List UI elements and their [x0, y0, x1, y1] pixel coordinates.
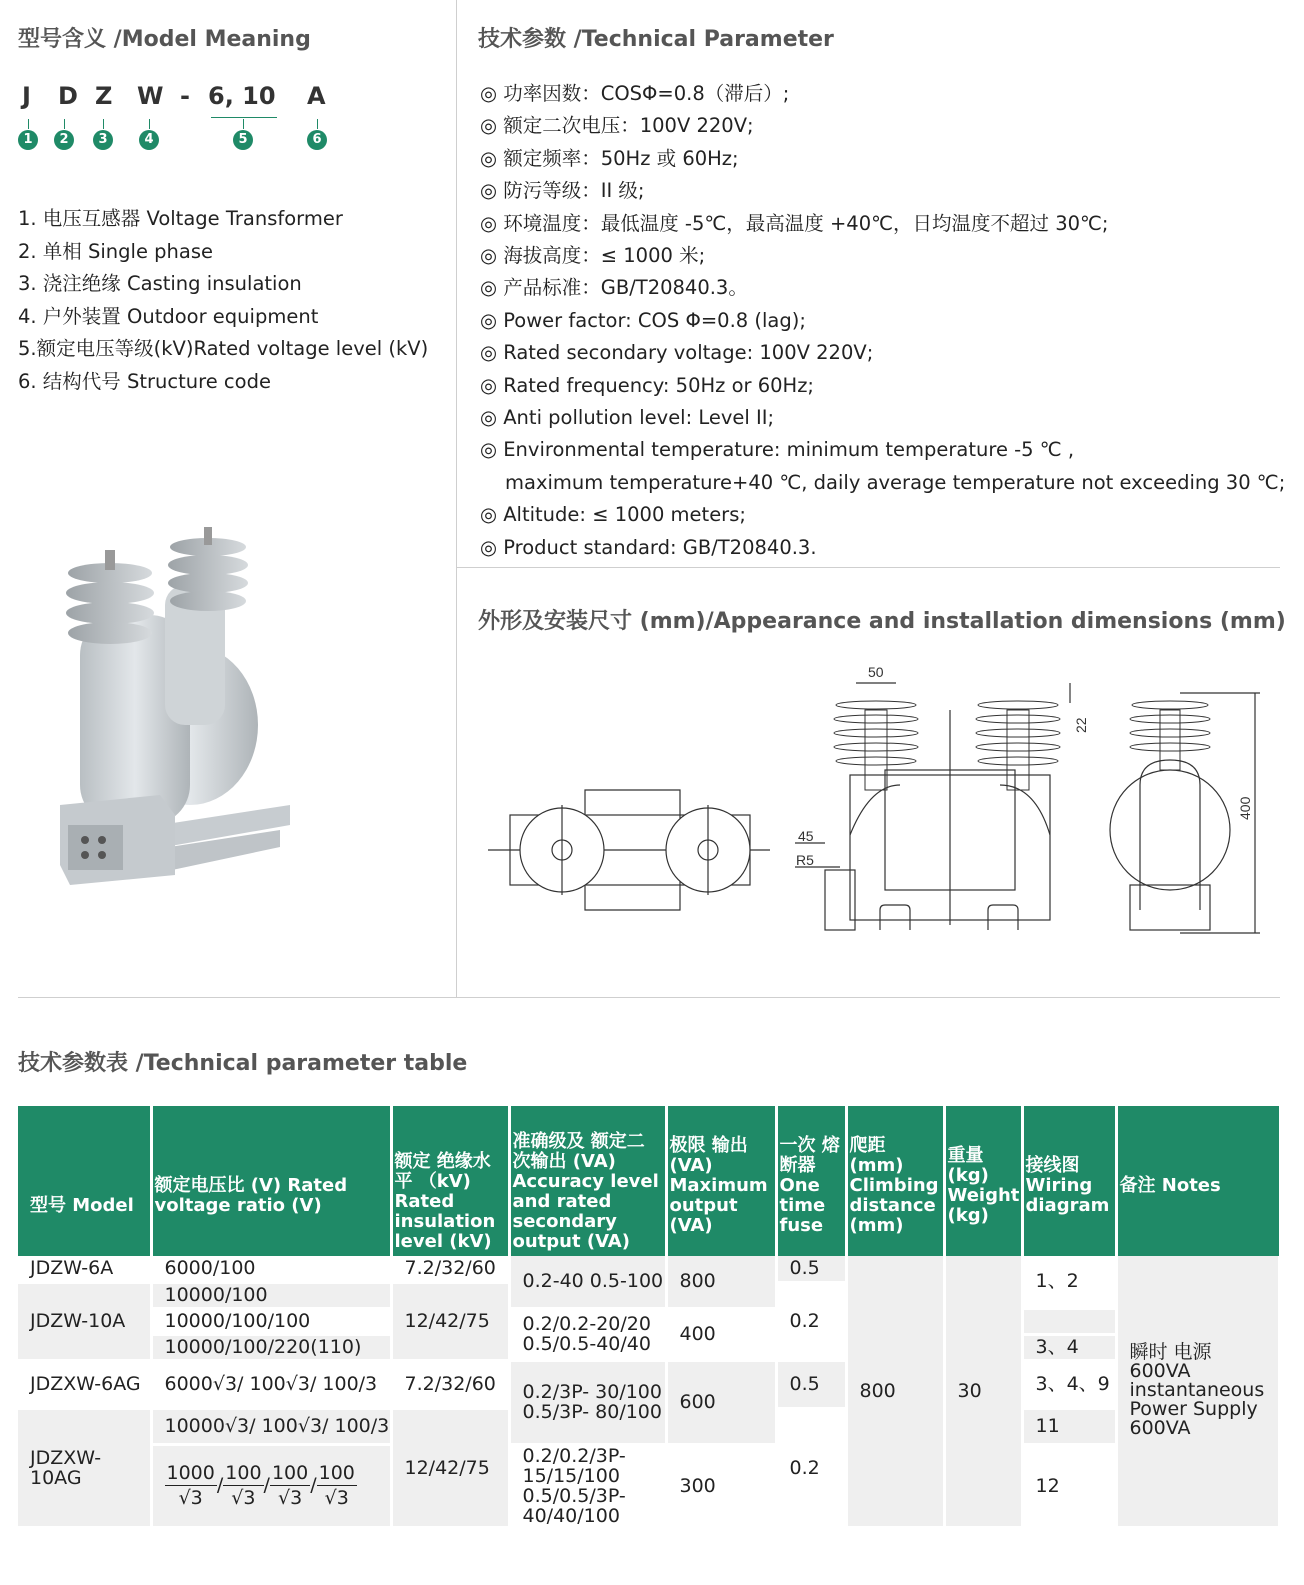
- header-wiring: 接线图 Wiring diagram: [1022, 1106, 1116, 1256]
- cell-ratio: 10000/100/100: [151, 1308, 391, 1334]
- cell-max-output: 600: [666, 1360, 776, 1444]
- cell-weight: 30: [944, 1256, 1022, 1527]
- code-part: A: [307, 82, 326, 110]
- cell-fuse: 0.5: [776, 1360, 846, 1408]
- list-item: 3. 浇注绝缘 Casting insulation: [18, 272, 302, 295]
- cell-model: JDZXW-6AG: [18, 1360, 151, 1408]
- cell-max-output: 400: [666, 1308, 776, 1360]
- list-item: ◎ 额定二次电压：100V 220V;: [480, 110, 1285, 142]
- list-item: 4. 户外装置 Outdoor equipment: [18, 304, 319, 328]
- list-item: ◎ Product standard: GB/T20840.3.: [480, 532, 1285, 564]
- list-item: ◎ 海拔高度：≤ 1000 米;: [480, 240, 1285, 272]
- technical-parameter-list: [480, 78, 1285, 564]
- cell-ratio-fraction: $\frac{1000}{√3}$ / $\frac{100}{√3}$ / $\frac{100}{√3}$ / $\frac{100}{√3}$: [151, 1444, 391, 1527]
- number-badge: 4: [139, 130, 159, 150]
- header-weight: 重量 (kg) Weight (kg): [944, 1106, 1022, 1256]
- list-item: ◎ 产品标准：GB/T20840.3。: [480, 272, 1285, 304]
- dim-50: 50: [868, 664, 884, 680]
- header-climbing: 爬距 (mm) Climbing distance (mm): [846, 1106, 944, 1256]
- cell-ratio: 6000/100: [151, 1256, 391, 1282]
- table-row: [18, 1308, 1279, 1334]
- list-item: 2. 单相 Single phase: [18, 239, 213, 263]
- fraction: $\frac{1000}{√3}$: [166, 1462, 215, 1509]
- header-notes: 备注 Notes: [1116, 1106, 1279, 1256]
- cell-insulation: 12/42/75: [391, 1282, 509, 1360]
- technical-parameter-heading: 技术参数 /Technical Parameter: [478, 27, 834, 52]
- dimension-drawing: [480, 655, 1280, 955]
- table-heading: 技术参数表 /Technical parameter table: [18, 1051, 468, 1076]
- list-item: ◎ Anti pollution level: Level II;: [480, 402, 1285, 434]
- header-model: 型号 Model: [18, 1106, 151, 1256]
- header-max-output: 极限 输出 (VA) Maximum output (VA): [666, 1106, 776, 1256]
- cell-insulation: 7.2/32/60: [391, 1256, 509, 1282]
- cell-fuse: 0.2: [776, 1408, 846, 1527]
- list-item: ◎ Altitude: ≤ 1000 meters;: [480, 499, 1285, 531]
- cell-wiring: 1、2: [1022, 1256, 1116, 1308]
- code-part: J: [22, 82, 31, 110]
- cell-fuse: 0.5: [776, 1256, 846, 1282]
- header-accuracy: 准确级及 额定二次输出 (VA) Accuracy level and rated secondary output (VA): [509, 1106, 666, 1256]
- cell-accuracy: 0.2/0.2-20/20 0.5/0.5-40/40: [509, 1308, 666, 1360]
- code-part: Z: [95, 82, 113, 110]
- list-item: ◎ 额定频率：50Hz 或 60Hz;: [480, 143, 1285, 175]
- cell-model: JDZW-6A: [18, 1256, 151, 1282]
- cell-insulation: 7.2/32/60: [391, 1360, 509, 1408]
- cell-accuracy: 0.2/3P- 30/100 0.5/3P- 80/100: [509, 1360, 666, 1444]
- cell-wiring: 3、4、9: [1022, 1360, 1116, 1408]
- list-item: 5.额定电压等级(kV)Rated voltage level (kV): [18, 337, 429, 360]
- number-badge: 1: [18, 130, 38, 150]
- cell-wiring: 12: [1022, 1444, 1116, 1527]
- cell-ratio: 10000/100/220(110): [151, 1334, 391, 1360]
- number-badge: 2: [54, 130, 74, 150]
- code-part: D: [58, 82, 78, 110]
- code-part: 6, 10: [208, 82, 276, 110]
- fraction: $\frac{100}{√3}$: [271, 1462, 309, 1509]
- header-ratio: 额定电压比 (V) Rated voltage ratio (V): [151, 1106, 391, 1256]
- cell-accuracy: 0.2/0.2/3P- 15/15/100 0.5/0.5/3P- 40/40/100: [509, 1444, 666, 1527]
- model-meaning-list: [18, 203, 428, 398]
- cell-ratio: 6000√3/ 100√3/ 100/3: [151, 1360, 391, 1408]
- model-meaning-heading: 型号含义 /Model Meaning: [18, 27, 311, 52]
- cell-climbing: 800: [846, 1256, 944, 1527]
- dim-22: 22: [1073, 717, 1089, 733]
- list-item: 6. 结构代号 Structure code: [18, 369, 271, 393]
- cell-accuracy: 0.2-40 0.5-100: [509, 1256, 666, 1308]
- list-item: ◎ Rated frequency: 50Hz or 60Hz;: [480, 370, 1285, 402]
- dim-45: 45: [798, 828, 814, 844]
- list-item: ◎ 环境温度：最低温度 -5℃，最高温度 +40℃，日均温度不超过 30℃;: [480, 208, 1285, 240]
- dim-r5: R5: [796, 852, 814, 868]
- fraction: $\frac{100}{√3}$: [318, 1462, 355, 1509]
- cell-ratio: 10000√3/ 100√3/ 100/3: [151, 1408, 391, 1444]
- cell-insulation: 12/42/75: [391, 1408, 509, 1527]
- cell-wiring: 3、4: [1022, 1334, 1116, 1360]
- cell-wiring-empty: [1022, 1308, 1116, 1334]
- dimensions-heading: 外形及安装尺寸 (mm)/Appearance and installation dimensions (mm): [478, 609, 1286, 634]
- transformer-product-image: [40, 525, 300, 895]
- list-item: 1. 电压互感器 Voltage Transformer: [18, 207, 343, 230]
- number-badge: 3: [93, 130, 113, 150]
- fraction: $\frac{100}{√3}$: [225, 1462, 262, 1509]
- cell-fuse: 0.2: [776, 1282, 846, 1360]
- table-row: [18, 1360, 1279, 1404]
- cell-model: JDZW-10A: [18, 1282, 151, 1360]
- cell-max-output: 300: [666, 1444, 776, 1527]
- technical-parameter-table: [18, 1106, 1281, 1529]
- list-item: ◎ Rated secondary voltage: 100V 220V;: [480, 337, 1285, 369]
- header-fuse: 一次 熔断器 One time fuse: [776, 1106, 846, 1256]
- code-part: -: [180, 82, 190, 110]
- cell-wiring: 11: [1022, 1408, 1116, 1444]
- list-item: ◎ 防污等级：II 级;: [480, 175, 1285, 207]
- cell-ratio: 10000/100: [151, 1282, 391, 1308]
- number-badge: 6: [307, 130, 327, 150]
- number-badge: 5: [233, 130, 253, 150]
- dim-400: 400: [1237, 796, 1253, 820]
- table-row: [18, 1256, 1279, 1282]
- table-row: [18, 1444, 1279, 1446]
- list-item: ◎ Environmental temperature: minimum temperature -5 ℃ ,: [480, 434, 1285, 466]
- list-item: ◎ Power factor: COS Φ=0.8 (lag);: [480, 305, 1285, 337]
- list-item: maximum temperature+40 ℃, daily average temperature not exceeding 30 ℃;: [505, 470, 1286, 494]
- cell-max-output: 800: [666, 1256, 776, 1308]
- cell-model: JDZXW-10AG: [18, 1408, 151, 1527]
- code-part: W: [137, 82, 164, 110]
- header-insulation: 额定 绝缘水平 （kV) Rated insulation level (kV): [391, 1106, 509, 1256]
- list-item: ◎ 功率因数：COSΦ=0.8（滞后）;: [480, 78, 1285, 110]
- cell-notes: 瞬时 电源 600VA instantaneous Power Supply 600VA: [1116, 1256, 1279, 1527]
